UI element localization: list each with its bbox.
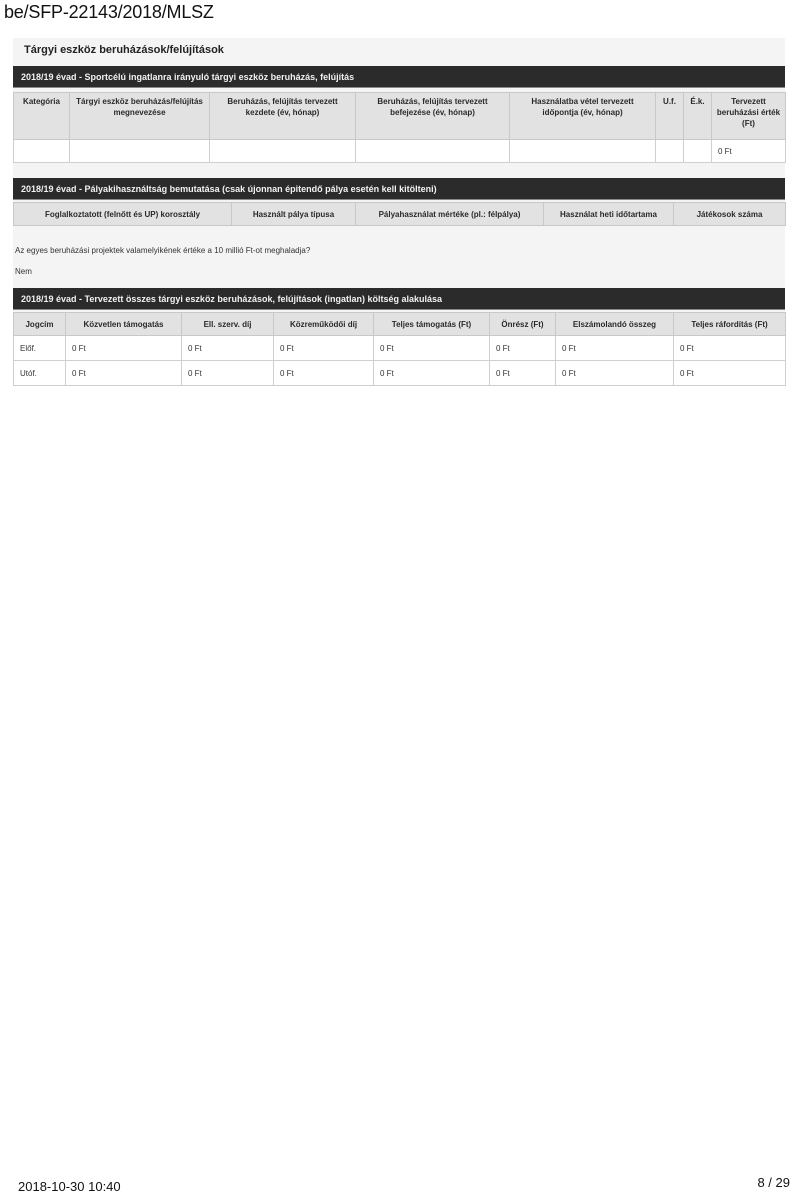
row-label: Utóf. xyxy=(14,361,66,386)
question-text: Az egyes beruházási projektek valamelyikének értéke a 10 millió Ft-ot meghaladja? xyxy=(15,246,311,255)
col-header: É.k. xyxy=(684,93,712,140)
col-header: Közvetlen támogatás xyxy=(66,313,182,336)
table-row xyxy=(14,336,786,361)
col-header: Ell. szerv. díj xyxy=(182,313,274,336)
col-header: Kategória xyxy=(14,93,70,140)
col-header: Elszámolandó összeg xyxy=(556,313,674,336)
table-cell: 0 Ft xyxy=(674,361,786,386)
table-cell: 0 Ft xyxy=(556,361,674,386)
table-header-row xyxy=(14,93,786,140)
table1-title-bar: 2018/19 évad - Sportcélú ingatlanra irányuló tárgyi eszköz beruházás, felújítás xyxy=(13,66,785,88)
row-label: Előf. xyxy=(14,336,66,361)
table3-title-bar: 2018/19 évad - Tervezett összes tárgyi eszköz beruházások, felújítások (ingatlan) költség alakulása xyxy=(13,288,785,310)
col-header: Beruházás, felújítás tervezett kezdete (év, hónap) xyxy=(210,93,356,140)
table2-title-bar: 2018/19 évad - Pályakihasználtság bemutatása (csak újonnan épitendő pálya esetén kell kitölteni) xyxy=(13,178,785,200)
col-header: Játékosok száma xyxy=(674,203,786,226)
question-answer: Nem xyxy=(15,267,32,276)
table-cell: 0 Ft xyxy=(374,336,490,361)
table-cell xyxy=(684,140,712,163)
investment-table xyxy=(13,92,786,163)
table-cell: 0 Ft xyxy=(66,336,182,361)
table-cell xyxy=(70,140,210,163)
field-usage-table xyxy=(13,202,786,226)
table-cell xyxy=(14,140,70,163)
col-header: Beruházás, felújítás tervezett befejezése (év, hónap) xyxy=(356,93,510,140)
table-cell: 0 Ft xyxy=(674,336,786,361)
table-cell xyxy=(510,140,656,163)
page-number: 8 / 29 xyxy=(757,1175,790,1190)
table-cell: 0 Ft xyxy=(182,336,274,361)
table-row xyxy=(14,361,786,386)
footer-datetime: 2018-10-30 10:40 xyxy=(18,1179,121,1194)
col-header: Teljes támogatás (Ft) xyxy=(374,313,490,336)
col-header: Tervezett beruházási érték (Ft) xyxy=(712,93,786,140)
col-header: Pályahasználat mértéke (pl.: félpálya) xyxy=(356,203,544,226)
table-header-row xyxy=(14,313,786,336)
col-header: Közreműködői díj xyxy=(274,313,374,336)
table-cell: 0 Ft xyxy=(490,361,556,386)
table-cell xyxy=(210,140,356,163)
section-title: Tárgyi eszköz beruházások/felújítások xyxy=(24,44,224,56)
table-cell: 0 Ft xyxy=(490,336,556,361)
col-header: U.f. xyxy=(656,93,684,140)
table-cell: 0 Ft xyxy=(66,361,182,386)
col-header: Használatba vétel tervezett időpontja (év, hónap) xyxy=(510,93,656,140)
document-id: be/SFP-22143/2018/MLSZ xyxy=(4,2,214,22)
col-header: Jogcím xyxy=(14,313,66,336)
table-cell: 0 Ft xyxy=(374,361,490,386)
table-cell-value: 0 Ft xyxy=(712,140,786,163)
table-cell xyxy=(356,140,510,163)
table-row xyxy=(14,140,786,163)
col-header: Használat heti időtartama xyxy=(544,203,674,226)
col-header: Használt pálya típusa xyxy=(232,203,356,226)
table-cell: 0 Ft xyxy=(274,361,374,386)
table-header-row xyxy=(14,203,786,226)
cost-breakdown-table xyxy=(13,312,786,386)
table-cell xyxy=(656,140,684,163)
table-cell: 0 Ft xyxy=(556,336,674,361)
col-header: Teljes ráfordítás (Ft) xyxy=(674,313,786,336)
table-cell: 0 Ft xyxy=(182,361,274,386)
col-header: Foglalkoztatott (felnőtt és UP) korosztály xyxy=(14,203,232,226)
col-header: Önrész (Ft) xyxy=(490,313,556,336)
col-header: Tárgyi eszköz beruházás/felújítás megnevezése xyxy=(70,93,210,140)
table-cell: 0 Ft xyxy=(274,336,374,361)
